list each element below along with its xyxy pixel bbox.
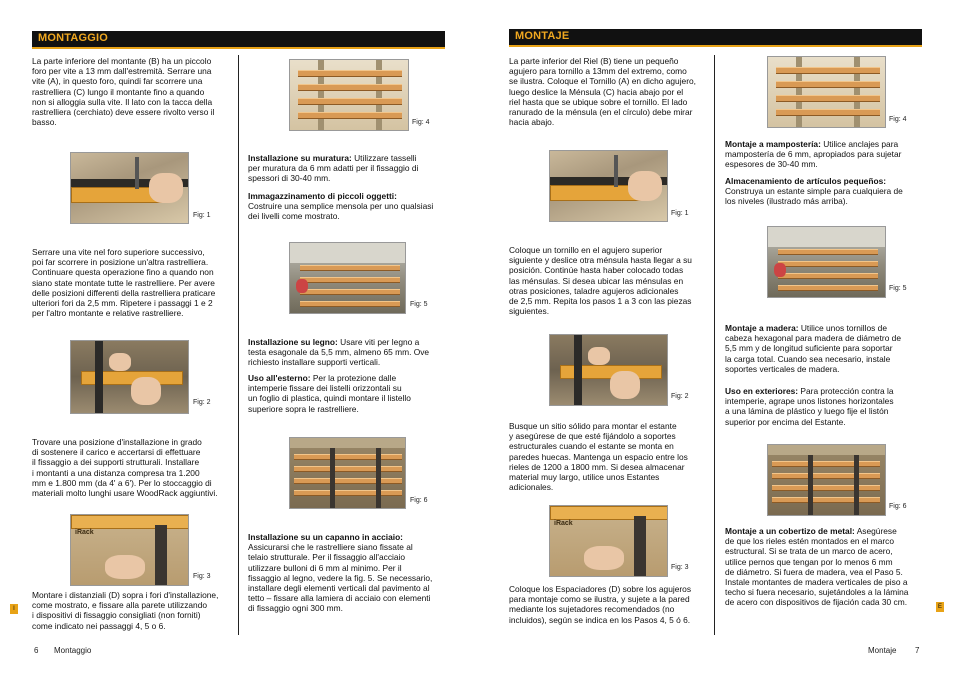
section-header-montaggio [32, 31, 445, 49]
figure-3-photo [70, 514, 189, 586]
figure-2-label: Fig: 2 [193, 399, 211, 406]
paragraph-legno [248, 337, 448, 368]
acciaio-text: Assicurarsi che le rastrelliere siano fissate al telaio strutturale. Per il fissaggio all'acciaio utilizzare bulloni di 6 mm al minimo. Per il fissaggio al legno, vedere la fig. 5. Se necessario, installare degli elementi verticali dal pavimento al tetto – fissare alla lamiera di acciaio con elementi di fissaggio ogni 300 mm. [248, 542, 433, 614]
section-title: MONTAGGIO [38, 32, 109, 44]
figure-6-photo [289, 437, 406, 509]
esterno-title: Uso all'esterno: [248, 373, 311, 383]
figure-4-photo [289, 59, 409, 131]
figure-4-photo [767, 56, 886, 128]
pequenos-text: Construya un estante simple para cualquiera de los niveles (ilustrado más arriba). [725, 186, 903, 207]
rack-brand-label: iRack [75, 529, 94, 536]
section-header-montaje [509, 29, 922, 47]
piccoli-title: Immagazzinamento di piccoli oggetti: [248, 191, 397, 201]
madera-title: Montaje a madera: [725, 323, 799, 333]
figure-3-label: Fig: 3 [193, 573, 211, 580]
paragraph-step2: Coloque un tornillo en el agujero superior siguiente y deslice otra ménsula hasta llegar a su posición. Continúe hasta haber colocado todas las ménsulas. Si desea ubicar las ménsulas en otras posiciones, taladre agujeros adicionales de 2,5 mm. Repita los pasos 1 a 3 con las piezas siguientes. [509, 245, 692, 317]
figure-1-label: Fig: 1 [671, 210, 689, 217]
paragraph-cobertizo-metal [725, 526, 925, 608]
paragraph-muratura [248, 153, 448, 184]
paragraph-step4: Montare i distanziali (D) sopra i fori d'installazione, come mostrato, e fissare alla parete utilizzando i dispositivi di fissaggio consigliati (non forniti) come indicato nei passaggi 4, 5 o 6. [32, 590, 219, 631]
section-title: MONTAJE [515, 30, 570, 42]
figure-3-label: Fig: 3 [671, 564, 689, 571]
paragraph-step3: Trovare una posizione d'installazione in grado di sostenere il carico e accertarsi di effettuare il fissaggio a dei supporti strutturali. Installare i montanti a una distanza compresa tra 1.200 mm e 1.800 mm (da 4' a 6'). Per lo stoccaggio di materiali molto lunghi usare WoodRack aggiuntivi. [32, 437, 218, 499]
esterno-text: Per la protezione dalle intemperie fissare dei listelli orizzontali su un foglio di plastica, quindi montare il listello superiore sopra le rastrelliere. [248, 373, 411, 414]
piccoli-text: Costruire una semplice mensola per uno qualsiasi dei livelli come mostrato. [248, 201, 434, 222]
paragraph-step4: Coloque los Espaciadores (D) sobre los agujeros para montaje como se ilustra, y sujete a la pared mediante los sujetadores recomendados (no incluidos), según se indica en los Pasos 4, 5 ó 6. [509, 584, 692, 625]
figure-1-photo [549, 150, 668, 222]
figure-2-label: Fig: 2 [671, 393, 689, 400]
paragraph-esterno [248, 373, 448, 414]
paragraph-step3: Busque un sitio sólido para montar el estante y asegúrese de que esté fijándolo a soportes estructurales cuando el estante se monta en paredes huecas. Mantenga un espacio entre los rieles de 1200 a 1800 mm. Si desea almacenar material muy largo, utilice unos Estantes adicionales. [509, 421, 688, 493]
mamposteria-text: Utilice anclajes para mampostería de 6 mm, apropiados para sujetar espesores de 30-40 mm. [725, 139, 902, 170]
legno-text: Usare viti per legno a testa esagonale da 5,5 mm, almeno 65 mm. Ove richiesto installare supporti verticali. [248, 337, 430, 368]
paragraph-step1: La parte inferiore del montante (B) ha un piccolo foro per vite a 13 mm dall'estremità. Serrare una vite (A), in questo foro, quindi far scorrere una rastrelliera (C) lungo il montante fino a quando non si alloggia sulla vite. Il lato con la tacca della rastrelliera (cerchiato) deve essere rivolto verso il basso. [32, 56, 215, 128]
column-divider [238, 55, 239, 635]
paragraph-piccoli-oggetti [248, 191, 448, 222]
paragraph-step2: Serrare una vite nel foro superiore successivo, poi far scorrere in posizione un'altra rastrelliera. Continuare questa operazione fino a quando non siano state montate tutte le rastrelliere. Per avere delle posizioni differenti della rastrelliera praticare ulteriori fori da 2,5 mm. Ripetere i passaggi 1 e 2 per l'altro montante e relative rastrelliere. [32, 247, 216, 319]
footer-section: Montaje [868, 646, 897, 655]
paragraph-step1: La parte inferior del Riel (B) tiene un pequeño agujero para tornillo a 13mm del extremo, como se ilustra. Coloque el Tornillo (A) en dicho agujero, luego deslice la Ménsula (C) hacia abajo por el riel hasta que se ubique sobre el tornillo. El lado ranurado de la ménsula (en el círculo) debe mirar hacia abajo. [509, 56, 696, 128]
page-number: 7 [915, 646, 920, 655]
figure-6-photo [767, 444, 886, 516]
figure-4-label: Fig: 4 [889, 116, 907, 123]
column-divider [714, 55, 715, 635]
madera-text: Utilice unos tornillos de cabeza hexagonal para madera de diámetro de 5,5 mm y de longitud suficiente para soportar la carga total. Cuando sea necesario, instale soportes verticales de madera. [725, 323, 901, 374]
rack-brand-label: iRack [554, 520, 573, 527]
acciaio-title: Installazione su un capanno in acciaio: [248, 532, 403, 542]
figure-5-photo [767, 226, 886, 298]
figure-6-label: Fig: 6 [889, 503, 907, 510]
figure-1-label: Fig: 1 [193, 212, 211, 219]
paragraph-articulos-pequenos [725, 176, 925, 207]
exteriores-text: Para protección contra la intemperie, agrape unos listones horizontales a una lámina de plástico y luego fije el listón superior por encima del Estante. [725, 386, 894, 427]
paragraph-exteriores [725, 386, 925, 427]
muratura-title: Installazione su muratura: [248, 153, 352, 163]
footer-section: Montaggio [54, 646, 92, 655]
pequenos-title: Almacenamiento de artículos pequeños: [725, 176, 887, 186]
figure-3-photo [549, 505, 668, 577]
figure-6-label: Fig: 6 [410, 497, 428, 504]
exteriores-title: Uso en exteriores: [725, 386, 799, 396]
figure-5-label: Fig: 5 [889, 285, 907, 292]
figure-4-label: Fig: 4 [412, 119, 430, 126]
paragraph-madera [725, 323, 925, 374]
figure-2-photo [549, 334, 668, 406]
metal-title: Montaje a un cobertizo de metal: [725, 526, 855, 536]
legno-title: Installazione su legno: [248, 337, 338, 347]
figure-5-photo [289, 242, 406, 314]
language-tab: I [10, 604, 18, 614]
muratura-text: Utilizzare tasselli per muratura da 6 mm adatti per il fissaggio di spessori di 30-40 mm. [248, 153, 419, 184]
paragraph-acciaio [248, 532, 448, 614]
language-tab: E [937, 604, 942, 610]
figure-2-photo [70, 340, 189, 414]
figure-1-photo [70, 152, 189, 224]
metal-text: Asegúrese de que los rieles estén montados en el marco estructural. Si se trata de un marco de acero, utilice pernos que tengan por lo menos 6 mm de diámetro. Si fuera de madera, vea el Paso 5. Instale montantes de madera verticales de piso a techo si fuera necesario, sujetándoles a la lámina de acero con dispositivos de fijación cada 30 cm. [725, 526, 909, 608]
paragraph-mamposteria [725, 139, 925, 170]
mamposteria-title: Montaje a mampostería: [725, 139, 821, 149]
figure-5-label: Fig: 5 [410, 301, 428, 308]
page-number: 6 [34, 646, 39, 655]
